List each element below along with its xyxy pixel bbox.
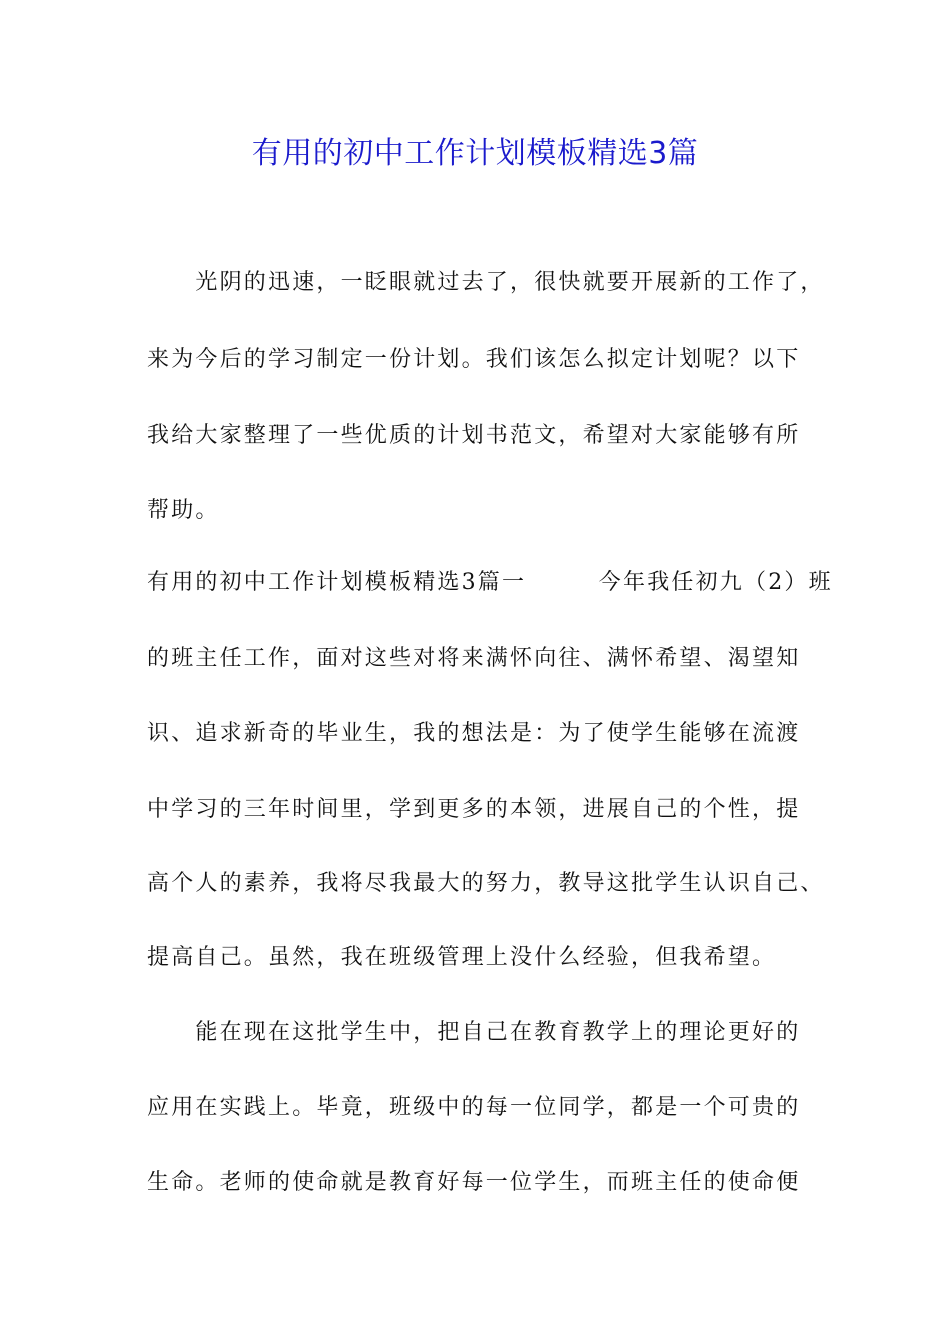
document-title: 有用的初中工作计划模板精选3篇 [251,136,699,171]
paragraph-line: 生命。老师的使命就是教育好每一位学生，而班主任的使命便 [147,1170,801,1195]
paragraph-line: 应用在实践上。毕竟，班级中的每一位同学，都是一个可贵的 [147,1095,801,1120]
paragraph-line: 帮助。 [147,498,220,523]
paragraph-line: 识、追求新奇的毕业生，我的想法是：为了使学生能够在流渡 [147,721,801,746]
paragraph-line: 中学习的三年时间里，学到更多的本领，进展自己的个性，提 [147,797,801,822]
section-heading-line: 有用的初中工作计划模板精选3篇一 今年我任初九（2）班 [147,570,833,595]
paragraph-line: 我给大家整理了一些优质的计划书范文，希望对大家能够有所 [147,423,801,448]
paragraph-line: 能在现在这批学生中，把自己在教育教学上的理论更好的 [147,1020,801,1045]
paragraph-line: 提高自己。虽然，我在班级管理上没什么经验，但我希望。 [147,945,777,970]
paragraph-line: 的班主任工作，面对这些对将来满怀向往、满怀希望、渴望知 [147,646,801,671]
paragraph-line: 高个人的素养，我将尽我最大的努力，教导这批学生认识自己、 [147,871,825,896]
paragraph-line: 光阴的迅速，一眨眼就过去了，很快就要开展新的工作了， [147,270,825,295]
paragraph-line: 来为今后的学习制定一份计划。我们该怎么拟定计划呢？以下 [147,347,801,372]
